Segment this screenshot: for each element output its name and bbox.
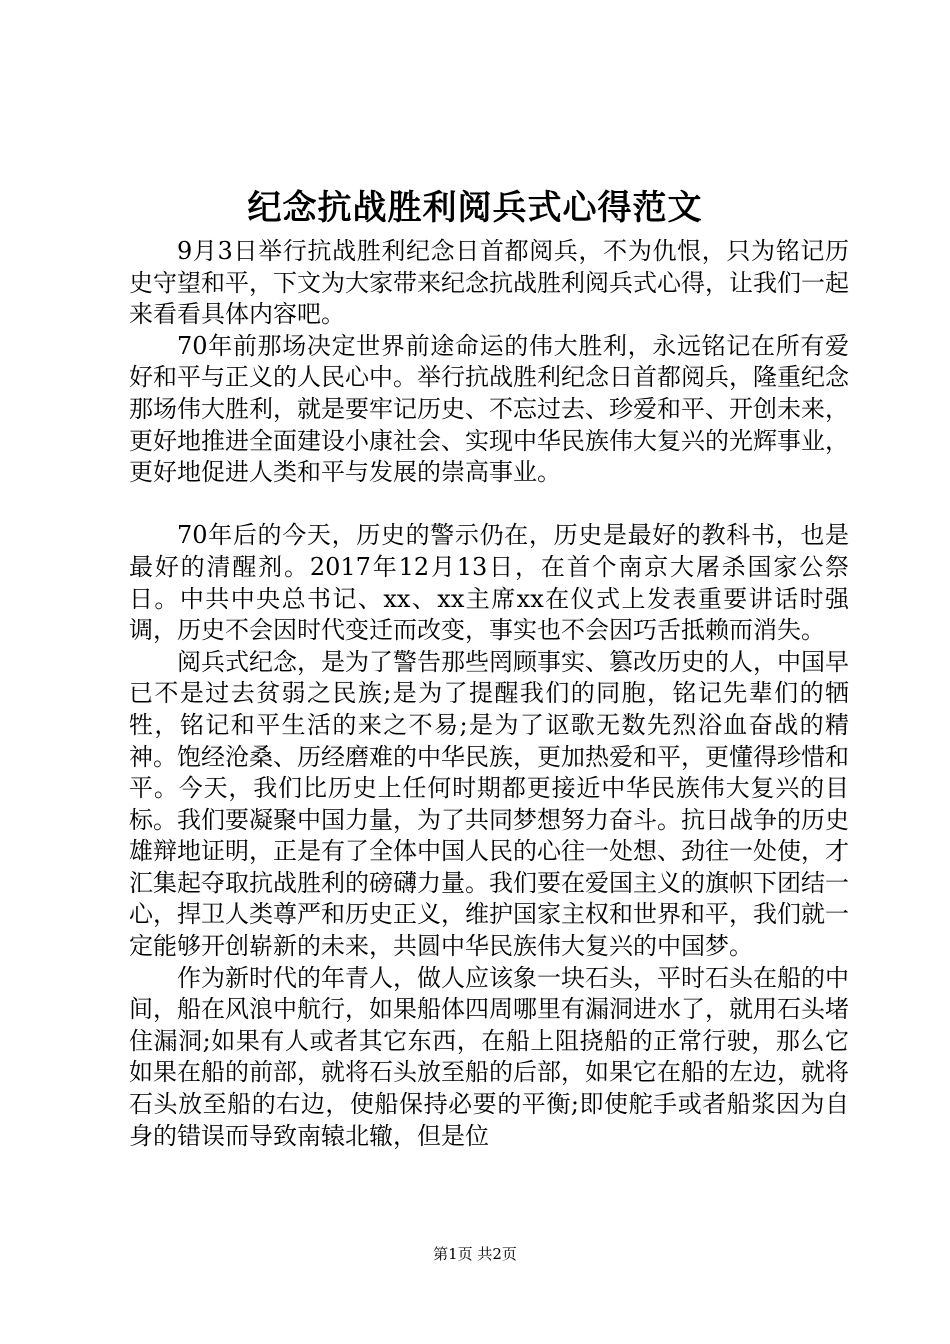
- paragraph-history: 70年后的今天，历史的警示仍在，历史是最好的教科书，也是最好的清醒剂。2017年12月13日，在首个南京大屠杀国家公祭日。中共中央总书记、xx、xx主席xx在仪式上发表重要讲话时强调，历史不会因时代变迁而改变，事实也不会因巧舌抵赖而消失。: [129, 521, 849, 645]
- paragraph-parade: 阅兵式纪念，是为了警告那些罔顾事实、篡改历史的人，中国早已不是过去贫弱之民族;是为了提醒我们的同胞，铭记先辈们的牺牲，铭记和平生活的来之不易;是为了讴歌无数先烈浴血奋战的精神。饱经沧桑、历经磨难的中华民族，更加热爱和平，更懂得珍惜和平。今天，我们比历史上任何时期都更接近中华民族伟大复兴的目标。我们要凝聚中国力量，为了共同梦想努力奋斗。抗日战争的历史雄辩地证明，正是有了全体中国人民的心往一处想、劲往一处使，才汇集起夺取抗战胜利的磅礴力量。我们要在爱国主义的旗帜下团结一心，捍卫人类尊严和历史正义，维护国家主权和世界和平，我们就一定能够开创崭新的未来，共圆中华民族伟大复兴的中国梦。: [129, 647, 849, 961]
- paragraph-gap: [129, 489, 849, 521]
- page-number-footer: 第1页 共2页: [433, 1245, 517, 1263]
- paragraph-victory: 70年前那场决定世界前途命运的伟大胜利，永远铭记在所有爱好和平与正义的人民心中。举行抗战胜利纪念日首都阅兵，隆重纪念那场伟大胜利，就是要牢记历史、不忘过去、珍爱和平、开创未来，更好地推进全面建设小康社会、实现中华民族伟大复兴的光辉事业，更好地促进人类和平与发展的崇高事业。: [129, 331, 849, 487]
- document-title: 纪念抗战胜利阅兵式心得范文: [247, 188, 703, 228]
- paragraph-intro: 9月3日举行抗战胜利纪念日首都阅兵，不为仇恨，只为铭记历史守望和平，下文为大家带来纪念抗战胜利阅兵式心得，让我们一起来看看具体内容吧。: [129, 237, 849, 329]
- paragraph-youth: 作为新时代的年青人，做人应该象一块石头，平时石头在船的中间，船在风浪中航行，如果船体四周哪里有漏洞进水了，就用石头堵住漏洞;如果有人或者其它东西，在船上阻挠船的正常行驶，那么它如果在船的前部，就将石头放至船的后部，如果它在船的左边，就将石头放至船的右边，使船保持必要的平衡;即使舵手或者船浆因为自身的错误而导致南辕北辙，但是位: [129, 963, 849, 1150]
- document-body: [129, 236, 849, 1152]
